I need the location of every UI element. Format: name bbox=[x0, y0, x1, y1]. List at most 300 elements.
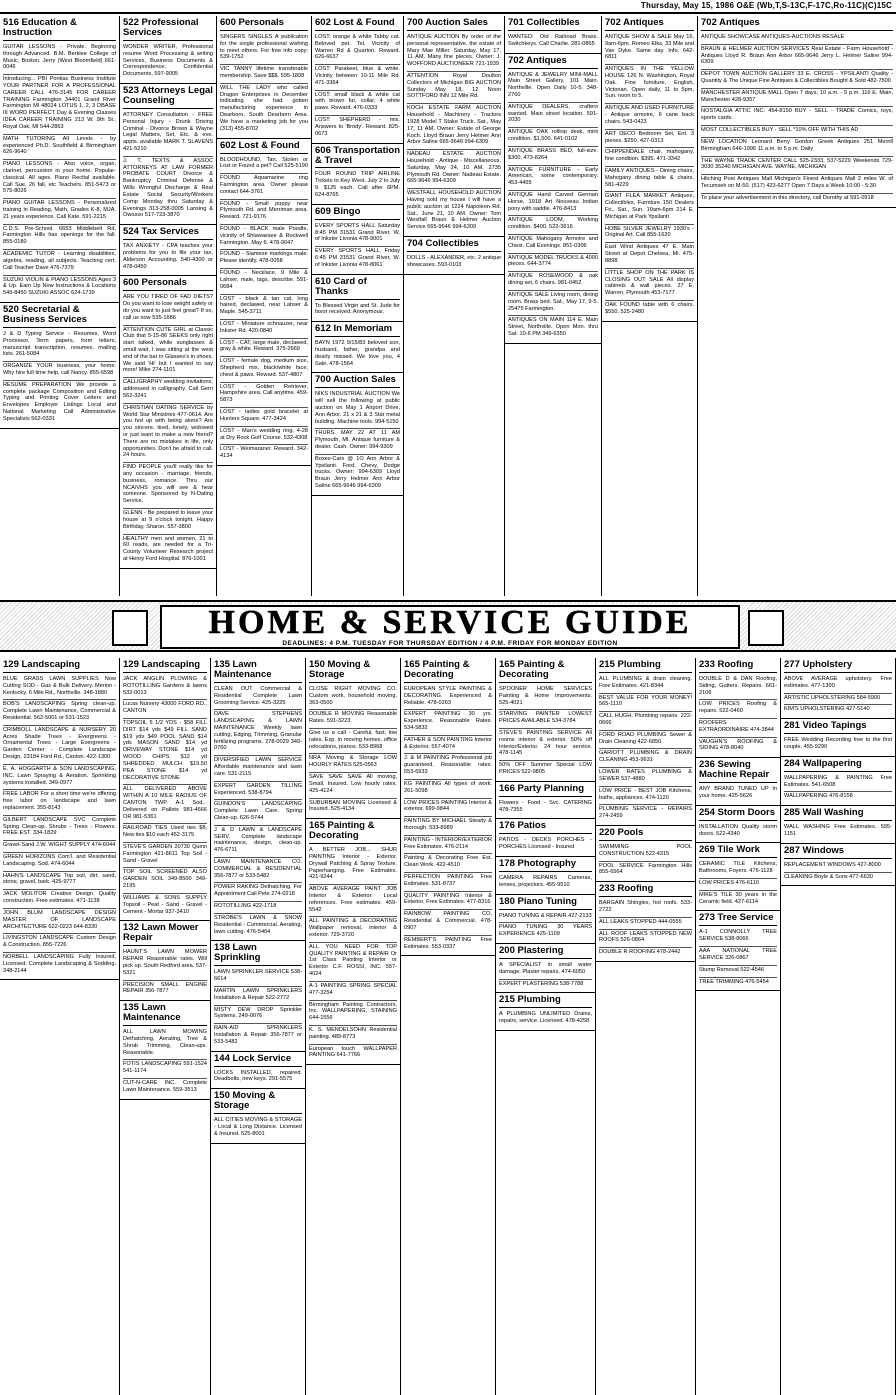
classified-section bbox=[312, 205, 403, 275]
classified-ad: European touch WALLPAPER PAINTING 641-7766 bbox=[309, 1045, 397, 1059]
classified-ad: TREE TRIMMING 476-5454 bbox=[699, 978, 769, 985]
classified-ad: DOUBLE D & DAN Roofing, Siding, Gutters. Repairs. 661-2106 bbox=[699, 675, 777, 700]
section-heading: 285 Wall Washing bbox=[784, 808, 892, 821]
classified-ad: STARVING PAINTER LOWEST PRICES AVAILABLE 534-3784 bbox=[499, 710, 592, 729]
classified-section bbox=[496, 819, 595, 857]
bottom-column-4 bbox=[306, 658, 401, 1395]
classified-ad: ATTORNEY Consultation - FREE Personal Injury - Drunk Driving Criminal - Divorce Brown & Wayne Legal Matters, Set, Etc. & eve. appts. available MARK T. SLAVENS 421-5210 bbox=[123, 111, 213, 157]
classified-ad: ABOVE AVERAGE upholstery. Free estimates. 477-1300 bbox=[784, 675, 892, 694]
classified-ad: EXPERT PAINTING 30 yrs. Experience. Reasonable Rates. 534-5832 bbox=[404, 710, 492, 735]
classified-ad: CUT-N-CARE INC. Complete Lawn Maintenance. 559-3513 bbox=[123, 1079, 207, 1093]
section-heading: 180 Piano Tuning bbox=[499, 897, 592, 910]
classified-ad: KG PAINTING All types of work. 261-5098 bbox=[404, 780, 492, 799]
section-heading: 166 Party Planning bbox=[499, 784, 592, 797]
classified-ad: CLOSE RIGHT MOVING CO. Custom work, household moving. 363-0500 bbox=[309, 685, 397, 710]
classified-ad: ANTIQUE FURNITURE - Early American, some contemporary. 453-4455 bbox=[508, 166, 598, 191]
classified-ad: LOST: Parakeet, blue & white. Vicinity between 10-11 Mile Rd. 471-3364 bbox=[315, 65, 400, 90]
classified-ad: GLENN - Be prepared to leave your house at 9 o'clock tonight. Happy Birthday, Sharon. 557-3800 bbox=[123, 509, 213, 534]
classified-ad: Stump Removal 522-4546 bbox=[699, 966, 777, 978]
classified-ad: 50% OFF Summer Special LOW PRICES 522-9805 bbox=[499, 762, 592, 776]
classified-ad: LOST: SHEPHERD - mix. Answers to 'Brody'. Reward. 825-0673 bbox=[315, 117, 400, 137]
classified-ad: CRIMBOLL LANDSCAPE & NURSERY 20 Acres Shade Trees - Evergreens - Ornamental Trees - Large Evergreens - Garden Center - Complete Landscape Design. 23184 Ford Rd., Canton. 422-1300 bbox=[3, 726, 116, 765]
classified-section bbox=[217, 139, 311, 466]
classified-ad: ANTIQUE OAK rolltop desk, mint condition. $1,500. 641-0102 bbox=[508, 128, 598, 147]
classified-ad: MANCHESTER ANTIQUE MALL Open 7 days, 10 a.m. - 5 p.m. 116 E. Main, Manchester 428-9357 bbox=[701, 89, 893, 108]
classified-section bbox=[602, 16, 697, 322]
top-column-4 bbox=[312, 16, 404, 596]
classified-ad: E. A. HOGGARTH & SON LANDSCAPING, INC. Lawn Spraying & Aeration. Sprinkling systems installed. 349-0977 bbox=[3, 765, 116, 790]
section-heading: 165 Painting & Decorating bbox=[309, 821, 397, 844]
section-heading: 287 Windows bbox=[784, 846, 892, 859]
classified-ad: VAUGHN'S ROOFING & SIDING 478-8040 bbox=[699, 738, 777, 752]
classified-ad: Painting & Decorating Free Est. Clean Work. 422-4510 bbox=[404, 854, 492, 873]
classified-ad: MOST COLLECTIBLES BUY - SELL *10% OFF WITH THIS AD bbox=[701, 126, 893, 138]
classified-ad: SUBURBAN MOVING Licensed & Insured. 525-4134 bbox=[309, 799, 397, 813]
section-heading: 135 Lawn Maintenance bbox=[214, 660, 302, 683]
classified-ad: GUINDON'S LANDSCAPING Complete Lawn Care. Spring Clean-up. 626-5744 bbox=[214, 800, 302, 825]
classified-ad: J. T. TEXTS & ASSOC ATTORNEYS AT LAW FORMER PROBATE COURT Divorce & Bankruptcy Criminal Defense & Wills Wrongful Discharge & Real Estate Social Security/Workers Comp Monday thru Saturday & Evenings 313-258-0005 Lansing & Owosso 517-723-3870 bbox=[123, 157, 213, 219]
classified-ad: HEALTHY men and women, 21 to 60 reads, are needed for a Tri-County Volunteer Research project at Henry Ford Hospital. 876-1001 bbox=[123, 535, 213, 562]
classified-ad: FREE Wedding Recording free to the first couple. 455-9290 bbox=[784, 737, 892, 750]
classified-ad: LOST - Weimaraner. Reward. 342-4134 bbox=[220, 446, 308, 460]
classified-ad: FOUND - Siamese markings male. Please identify. 478-0058 bbox=[220, 250, 308, 269]
classified-ad: STROBE'S LAWN & SNOW Residential - Commercial. Aerating, lawn cutting. 476-5464 bbox=[214, 914, 302, 935]
classified-ad: To Blessed Virgin and St. Jude for favor received. Anonymous. bbox=[315, 302, 400, 316]
classified-ad: ALL PLUMBING & drain cleaning. Free Estimates. 421-8344 bbox=[599, 675, 692, 694]
classified-section bbox=[211, 941, 305, 1051]
bottom-column-1 bbox=[0, 658, 120, 1395]
classified-ad: PATIOS - DECKS PORCHES - PORCHES Licensed - Insured bbox=[499, 837, 592, 851]
section-heading: 602 Lost & Found bbox=[220, 141, 308, 154]
section-heading: 700 Auction Sales bbox=[407, 18, 501, 31]
classified-ad: Hitching Post Antiques Mall Michigan's Finest Antiques Mall 2 miles W. of Tecumseh on M-50. (517) 423-6277 Open 7 Days a Week 10:00 - 5:30 bbox=[701, 175, 893, 194]
classified-ad: FOUR ROUND TRIP AIRLINE Tickets to Key West, July 2 to July 9. $125 each. Call after 6PM. 624-8765 bbox=[315, 171, 400, 198]
classified-ad: JACK MOLITOR Creative Design. Quality construction. Free estimates. 471-1138 bbox=[3, 890, 116, 909]
classified-section bbox=[404, 237, 504, 275]
classified-ad: FATHER & SON PAINTING Interior & Exterior. 557-4074 bbox=[404, 736, 492, 755]
classified-section bbox=[781, 844, 895, 887]
classified-ad: INSTALLATION Quality storm doors. 522-4340 bbox=[699, 823, 777, 837]
classified-ad: VIC TANNY lifetime transferable membership. Save $$$. 595-1808 bbox=[220, 65, 308, 84]
classified-section bbox=[496, 895, 595, 944]
classified-ad: ALL CITIES MOVING & STORAGE - Local & Long Distance. Licensed & Insured. 525-8001 bbox=[214, 1117, 302, 1137]
section-heading: 516 Education & Instruction bbox=[3, 18, 116, 41]
classified-section bbox=[312, 16, 403, 144]
classified-ad: ALL DELIVERED ABOVE WITHIN A 10 MILE RADIUS OF CANTON TWP. A-1 Sod... Delivered on Pallets 981-4666 OR 981-5361 bbox=[123, 785, 207, 824]
section-heading: 606 Transportation & Travel bbox=[315, 146, 400, 169]
classified-ad: THE WAYNE TRADE CENTER CALL 525-2333, 537-5229 Weekends 729-3030 35240 MICHIGAN AVE. WAYNE, MICHIGAN bbox=[701, 157, 893, 176]
classified-ad: RAILROAD TIES Used ties $8, New ties $10 each 452-3175 bbox=[123, 824, 207, 843]
classified-ad: PIANO TUNING 30 YEARS EXPERIENCE 425-1109 bbox=[499, 924, 592, 938]
section-heading: 602 Lost & Found bbox=[315, 18, 400, 31]
classified-ad: ROOFERS EXTRAORDINAIRE 474-3844 bbox=[699, 719, 777, 738]
classified-ad: MARTIN LAWN SPRINKLERS Installation & Repair 522-2772 bbox=[214, 987, 302, 1006]
classified-ad: Boxes-Cars @ 1O Ann Arbor & Ypsilanti. Ford, Chevy, Dodge trucks. Owner: 994-6309 Lloyd Braun Jerry Helmer Ann Arbor Saline 665-9646 994-6309 bbox=[315, 455, 400, 490]
classified-ad: MISTY DEW DROP Sprinkler Systems. 249-0076 bbox=[214, 1006, 302, 1025]
classified-ad: RAIN-AID SPRINKLERS Installation & Repair 356-7877 or 533-5482 bbox=[214, 1025, 302, 1045]
classified-ad: GIANT FLEA MARKET Antiques, Collectibles, Furniture 150 Dealers Fri., Sat., Sun. 10am-6pm 214 E. Michigan at Park Ypsilanti bbox=[605, 192, 694, 224]
classified-ad: ACADEMIC TUTOR - Learning disabilities, algebra, reading, all subjects. Teaching cert. Call Teacher Dave 476-7379 bbox=[3, 250, 116, 275]
section-heading: 284 Wallpapering bbox=[784, 759, 892, 772]
classified-ad: PIANO TUNING & REPAIR 427-2133 bbox=[499, 912, 592, 924]
section-heading: 704 Collectibles bbox=[407, 239, 501, 252]
classified-ad: Lucas Nursery 43000 FORD RD., CANTON bbox=[123, 700, 207, 719]
classified-ad: ORGANIZE YOUR business, your home. Why hire full time help, call Nancy. 855-6598 bbox=[3, 362, 116, 381]
classified-ad: FAMILY ANTIQUES - Dining chairs, Mahogany dining table & chairs. 581-4229 bbox=[605, 167, 694, 192]
classified-ad: FREE LABOR For a short time we're offering free labor on landscape and lawn replacement. 355-8143 bbox=[3, 790, 116, 815]
classified-ad: FOUND - Necklace, 9 Mile & Lahser, male, tags, describe. 591-0684 bbox=[220, 269, 308, 294]
section-heading: 132 Lawn Mower Repair bbox=[123, 923, 207, 946]
classified-ad: WONDER WRITER, Professional resume Word Processing & writing Services, Business Documents & Correspondence, Confidential Documents, 597-9005 bbox=[123, 43, 213, 78]
top-column-5 bbox=[404, 16, 505, 596]
classified-ad: STEVE'S PAINTING SERVICE All rooms interior & exterior. 50% off Interior/Exterior. 24 hour service. 478-1145 bbox=[499, 729, 592, 761]
classified-section bbox=[505, 16, 601, 54]
classified-ad: J & D LAWN & LANDSCAPE SERV. Complete landscape maintenance, design, clean-up. 476-6711 bbox=[214, 826, 302, 858]
classified-ad: BLUE GRASS LAWN SUPPLIES Now Cutting SOD - Gas & Bulk Delivery. Merion - Kentucky. 6 Mile Rd., Northville. 348-1880 bbox=[3, 675, 116, 700]
classified-ad: A BETTER JOB... SHUR PAINTING Interior - Exterior. Drywall Patching & Spray Texture. Paperhanging. Free Estimates. 421-9244 bbox=[309, 846, 397, 885]
section-heading: 702 Antiques bbox=[605, 18, 694, 31]
classified-section bbox=[696, 911, 780, 991]
bottom-column-6 bbox=[496, 658, 596, 1395]
section-heading: 144 Lock Service bbox=[214, 1054, 302, 1067]
classified-ad: ANTIQUE SALE Living room, dining room. Brass bed. Sat., May 17, 9-5. 25475 Farmington. bbox=[508, 291, 598, 316]
classified-ad: ANTIQUE Hand Carved German Horse, 1918 Art Nouveau Indian pony with saddle. 476-8413 bbox=[508, 191, 598, 216]
section-heading: 165 Painting & Decorating bbox=[404, 660, 492, 683]
classified-ad: KOCH ESTATE FARM AUCTION Household - Machinery - Tractors 1928 Model T Stake Truck. Sat., May 17, 11 AM. Owner: Estate of George Koch. Lloyd Braun Jerry Helmer Ann Arbor Saline 665-9646 994-6309 bbox=[407, 104, 501, 150]
classified-ad: OAK FOUND table with 6 chairs. $550. 525-2480 bbox=[605, 301, 694, 315]
classified-ad: AAA NATIONAL TREE SERVICE 326-0867 bbox=[699, 947, 777, 966]
classified-section bbox=[404, 16, 504, 237]
classified-ad: LOW PRICES PAINTING Interior & exterior. 699-9844 bbox=[404, 799, 492, 818]
classified-ad: To place your advertisement in this directory, call Dorothy at 591-0918 bbox=[701, 194, 874, 201]
tools-icon bbox=[748, 610, 784, 646]
section-heading: 269 Tile Work bbox=[699, 845, 777, 858]
classified-section bbox=[696, 843, 780, 911]
bottom-column-5 bbox=[401, 658, 496, 1395]
section-heading: 236 Sewing Machine Repair bbox=[699, 760, 777, 783]
section-heading: 138 Lawn Sprinkling bbox=[214, 943, 302, 966]
dateline: Thursday, May 15, 1986 O&E (Wb,T,S-13C,F-17C,Ro-11C)(C)15C bbox=[640, 1, 892, 10]
classified-ad: ANTIQUE BRASS BED, full-size. $300. 473-8264 bbox=[508, 147, 598, 166]
classified-ad: ANTIQUE ROSEWOOD & oak dining set, 6 chairs. 981-0452 bbox=[508, 272, 598, 291]
classified-ad: GUITAR LESSONS - Private. Beginning through Advanced. B.M. Berklee College of Music, Boston. Jerry (West Bloomfield) 661-0046 bbox=[3, 43, 116, 75]
classified-section bbox=[698, 16, 896, 208]
classified-section bbox=[120, 658, 210, 921]
section-heading: 600 Personals bbox=[220, 18, 308, 31]
classified-section bbox=[0, 303, 119, 429]
classified-ad: ANTIQUE DEALERS, crafters wanted. Main street location. 591-2030 bbox=[508, 103, 598, 128]
classified-ad: ANTIQUE AND USED FURNITURE - Antique armoire, 6 cane back chairs. 543-0423 bbox=[605, 104, 694, 129]
classified-ad: ALL PAINTING & DECORATING Wallpaper removal, interior & exterior. 729-3720 bbox=[309, 917, 397, 942]
section-heading: 135 Lawn Maintenance bbox=[123, 1003, 207, 1026]
classified-ad: DOLLS - ALEXANDER, etc. 2 antique showcases. 593-0103 bbox=[407, 255, 501, 268]
section-heading: 522 Professional Services bbox=[123, 18, 213, 41]
classified-section bbox=[306, 658, 400, 819]
classified-section bbox=[505, 54, 601, 344]
classified-ad: TOPSOIL 5 1/2 YDS - $58 FILL DIRT $14 yds $49 FILL SAND $19 yds $49 POOL SAND $14 yds MASON SAND $14 yd DRIVEWAY STONE $14 yd WOOD CHIPS $12 yd SHREDDED MULCH $19.50 PEA STONE $14 yd DECORATIVE STONE bbox=[123, 719, 207, 785]
classified-ad: MATH TUTORING All Levels - by experienced Ph.D. Southfield & Birmingham 626-9640 bbox=[3, 135, 116, 160]
classified-section bbox=[781, 719, 895, 757]
classified-section bbox=[496, 993, 595, 1031]
classified-ad: NOSTALGIA ATTIC INC. 454-8150 BUY - SELL - TRADE Comics, toys, sports cards. bbox=[701, 107, 893, 126]
section-heading: 215 Plumbing bbox=[499, 995, 592, 1008]
classified-ad: ANTIQUES ON MAIN 114 E. Main Street, Northville. Open Mon. thru Sat. 10-6 PM 349-6350 bbox=[508, 317, 598, 337]
classified-ad: ARE YOU TIRED OF FAD DIETS? Do you want to lose weight safely or do you want to just feel great? If so, call us now 535-1686 bbox=[123, 293, 213, 325]
classified-ad: A-1 CONNOLLY TREE SERVICE 538-8066 bbox=[699, 928, 777, 947]
service-guide-grid bbox=[0, 658, 896, 1395]
classified-ad: LITTLE SHOP ON THE PARK IS CLOSING OUT SALE All display cabinets & wall pieces. 27 E. Warren, Plymouth 453-7177 bbox=[605, 269, 694, 301]
top-column-3 bbox=[217, 16, 312, 596]
classified-ad: LOW PRICE - BEST JOB Kitchens, baths, appliances. 474-1120 bbox=[599, 787, 692, 806]
classified-ad: LIVINGSTON LANDSCAPE Custom Design & Construction. 855-7226 bbox=[3, 934, 116, 953]
classified-ad: PAINTING BY MICHAEL Steady & thorough. 533-8989 bbox=[404, 817, 492, 836]
classified-section bbox=[0, 658, 119, 980]
classified-ad: POOL SERVICE Farmington Hills 855-6564 bbox=[599, 862, 692, 876]
section-heading: 702 Antiques bbox=[701, 18, 893, 31]
classified-section bbox=[781, 806, 895, 844]
classified-section bbox=[496, 782, 595, 820]
classified-section bbox=[596, 826, 695, 882]
classified-ad: BAYN 1972 9/15/83 beloved son, husband, father, grandpa and dearly missed. We love you, 4 Sale, 478-1564 bbox=[315, 340, 400, 367]
classified-section bbox=[596, 882, 695, 962]
classified-section bbox=[217, 16, 311, 139]
classified-ad: DOUBLE R MOVING Reasonable Rates. 591-3223 bbox=[309, 710, 397, 729]
classified-ad: JACK ANGLIN PLOWING & ROTOTILLING Gardens & lawns 532-0013 bbox=[123, 675, 207, 700]
classified-ad: PAINTING - INTERIOR/EXTERIOR Free Estimates. 476-2114 bbox=[404, 836, 492, 855]
classified-ad: ANTIQUE SHOW & SALE May 16, 9am-6pm. Romeo Elks, 33 Mile and Van Dyke. Same day. Info. 642-6811 bbox=[605, 33, 694, 65]
classified-ad: BEST VALUE FOR YOUR MONEY! 565-1110 bbox=[599, 694, 692, 713]
section-heading: 700 Auction Sales bbox=[315, 375, 400, 388]
classified-ad: J. & M PAINTING Professional job guaranteed. Reasonable rates. 553-6933 bbox=[404, 754, 492, 779]
classified-ad: Flowers - Food - Svc. CATERING 478-7355 bbox=[499, 799, 592, 813]
classified-section bbox=[781, 658, 895, 719]
classified-section bbox=[401, 658, 495, 956]
classified-section bbox=[120, 1001, 210, 1099]
classified-ad: GARIOTT PLUMBING & DRAIN CLEANING 453-9631 bbox=[599, 749, 692, 768]
section-heading: 150 Moving & Storage bbox=[214, 1091, 302, 1114]
classified-ad: FIND PEOPLE you'll really like for any occasion - marriage, friends, business, romance. Thru our NCA/VHS you will see & hear someone. Sponsored by N-Dating Service. bbox=[123, 463, 213, 509]
classified-ad: ANY BRAND TUNED UP In your home. 425-5626 bbox=[699, 786, 777, 800]
classified-ad: LOCKS INSTALLED, repaired. Deadbolts, new keys. 291-5575 bbox=[214, 1069, 302, 1083]
classified-ad: NIKS INDUSTRIAL AUCTION We will sell the following at public auction on May 1 Airport Drive, Ann Arbor. 21 x 21 & 3 Star metal building. Machine tools. 994-5150 bbox=[315, 390, 400, 429]
classified-ad: LOW PRICES 476-6110 bbox=[699, 879, 777, 891]
classified-ad: MIKE'S TILE 30 years in the Ceramic field. 427-6114 bbox=[699, 891, 777, 905]
top-column-1 bbox=[0, 16, 120, 596]
bottom-column-2 bbox=[120, 658, 211, 1395]
classified-ad: HAHN'S LANDSCAPE Top soil, dirt, sand, stone, gravel, bark. 425-9777 bbox=[3, 872, 116, 891]
classified-ad: ANTIQUE Mahogany Armoire and Chest. Call Evenings. 851-0306 bbox=[508, 235, 598, 254]
classified-ad: FOUND Aquamarine ring Farmington area. Owner please contact 644-3761 bbox=[220, 174, 308, 199]
classified-section bbox=[781, 757, 895, 806]
classified-ad: LOST - CAT, large male, declawed, gray & white. Reward. 375-2669 bbox=[220, 339, 308, 358]
section-heading: 215 Plumbing bbox=[599, 660, 692, 673]
masthead bbox=[0, 0, 896, 14]
section-heading: 277 Upholstery bbox=[784, 660, 892, 673]
classified-ad: WALLPAPERING 476-8158 bbox=[784, 793, 853, 800]
section-heading: 702 Antiques bbox=[508, 56, 598, 69]
classified-ad: GILBERT LANDSCAPE SVC Complete Spring Clean-up. Shrubs - Trees - Flowers. FREE EST. 334-1829 bbox=[3, 816, 116, 841]
classified-ad: ALL ROOF LEAKS STOPPED NEW ROOFS 526-0864 bbox=[599, 930, 692, 949]
classified-ad: FOTIS LANDSCAPING 591-1524 541-1174 bbox=[123, 1060, 207, 1079]
classified-ad: WALLPAPERING & PAINTING Free Estimates. 541-6508 bbox=[784, 774, 892, 793]
section-heading: 176 Patios bbox=[499, 821, 592, 834]
classified-section bbox=[496, 944, 595, 993]
classified-section bbox=[312, 144, 403, 205]
home-service-guide-banner bbox=[0, 600, 896, 652]
classified-ad: A PLUMBING UNLIMITED Drains, repairs, service. Licensed. 478-4258 bbox=[499, 1011, 592, 1025]
classified-ad: PIANO LESSONS - Also voice, organ, clarinet, percussion in your home. Popular-classical. All ages. Piano Recital available. Call Sue, 26 fall, etc Teachers. 851-5473 or 575-8026 bbox=[3, 160, 116, 199]
section-heading: 701 Collectibles bbox=[508, 18, 598, 31]
classified-ad: SWIMMING POOL CONSTRUCTION 522-4315 bbox=[599, 843, 692, 862]
classified-ad: LOST - Man's wedding ring, 4-28 at Dry Rock Golf Course. 532-4308 bbox=[220, 427, 308, 446]
house-icon bbox=[112, 610, 148, 646]
classified-ad: BRAUN & HELMER AUCTION SERVICES Real Estate - Farm Household - Antiques Lloyd R. Braun Ann Arbor 665-9646 Jerry L. Helmer Saline 994-6309 bbox=[701, 45, 893, 70]
section-heading: 165 Painting & Decorating bbox=[499, 660, 592, 683]
classified-ad: C.D.S. Pre-School. 6653 Middlebelt Rd, Farmington Hills has openings for the fall. 855-0180 bbox=[3, 225, 116, 250]
classified-ad: FORD ROAD PLUMBING Sewer & Drain Cleaning 422-6850 bbox=[599, 731, 692, 750]
classified-ad: EXPERT PLASTERING 538-7788 bbox=[499, 980, 584, 987]
classified-ad: NEW LOCATION Leonard Berry Gordon Greek Antiques 251 Merrill Birmingham 646-1996 11 a.m. to 5 p.m. Daily bbox=[701, 138, 893, 157]
classified-ad: LOST - Miniature schnauzer, near Inkster Rd. 420-0840 bbox=[220, 320, 308, 339]
classified-ad: SINGERS SINGLES A publication for the single professional wishing to meet others. For free info copy: 539-1752 bbox=[220, 33, 308, 65]
classified-ad: Give us a call - Careful, fast, low rates. Exp. in moving homes, office relocations, pianos. 533-8968 bbox=[309, 729, 397, 754]
classified-ad: NORBELL LANDSCAPING Fully Insured, Licensed. Complete Landscaping & Sodding. 348-2144 bbox=[3, 953, 116, 974]
classified-ad: PRECISION SMALL ENGINE REPAIR 356-7877 bbox=[123, 981, 207, 995]
classified-section bbox=[0, 16, 119, 303]
classified-ad: LOWER RATES PLUMBING & SEWER 537-4880 bbox=[599, 768, 692, 787]
classified-ad: GREEN HORIZONS Com'l. and Residential Landscaping. Sod. 474-6044 bbox=[3, 853, 116, 872]
top-column-8 bbox=[698, 16, 896, 596]
classified-ad: EVERY SPORTS HALL Friday 6:45 PM 31531 Grand River, W. of Inkster Livonia 478-8061 bbox=[315, 248, 400, 268]
section-heading: 150 Moving & Storage bbox=[309, 660, 397, 683]
classified-ad: LOST - Golden Retriever, Hampshire area. Call anytime. 459-5873 bbox=[220, 383, 308, 408]
classified-ad: DIVERSIFIED LAWN SERVICE Affordable maintenance and lawn care. 531-2115 bbox=[214, 756, 302, 781]
classified-ad: POWER RAKING Dethatching. For Appointment Call Pete 274-0218 bbox=[214, 883, 302, 902]
bottom-column-9 bbox=[781, 658, 896, 1395]
classified-ad: ALL LAWN MOWING Dethatching, Aerating, Tree & Shrub Trimming, Clean-ups. Reasonable. bbox=[123, 1028, 207, 1060]
classified-ad: CERAMIC TILE Kitchens, Bathrooms, Foyers. 476-1128 bbox=[699, 860, 777, 879]
classified-ad: DEPOT TOWN AUCTION GALLERY 33 E. CROSS - YPSILANTI Quality - Quantity & The Unique Fine Antiques & Collectibles Bought & Sold 482-7500 bbox=[701, 70, 893, 89]
classified-section bbox=[120, 84, 216, 225]
classified-section bbox=[696, 758, 780, 806]
classified-section bbox=[696, 658, 780, 758]
section-heading: 220 Pools bbox=[599, 828, 692, 841]
section-heading: 609 Bingo bbox=[315, 207, 400, 220]
section-heading: 129 Landscaping bbox=[3, 660, 116, 673]
classified-ad: LAWN MAINTENANCE CO. COMMERCIAL & RESIDENTIAL 356-7877 or 533-5482 bbox=[214, 858, 302, 883]
classified-ad: LOST - ladies gold bracelet at Hunters Square. 477-3424 bbox=[220, 408, 308, 427]
section-heading: 600 Personals bbox=[123, 278, 213, 291]
section-heading: 200 Plastering bbox=[499, 946, 592, 959]
classified-ad: ANTIQUE & JEWELRY MINI-MALL Main Street Gallery, 101 Main, Northville. Open Daily 10-5. 348-2760 bbox=[508, 71, 598, 103]
bottom-column-7 bbox=[596, 658, 696, 1395]
classified-ad: SUZUKI VIOLIN & PIANO LESSONS Ages 3 & Up. Earn Up Now Instructions & Locations 549-8450 SUZUKI ASSOC 624-1739 bbox=[3, 276, 116, 297]
classified-ad: ABOVE AVERAGE PAINT JOB Interior & Exterior. Local references. Free estimates. 459-5542 bbox=[309, 885, 397, 917]
classified-ad: DAVE STEPHENS LANDSCAPING & LAWN MAINTENANCE Weekly lawn cutting, Edging, Trimming, Granular fertilizing programs. 278-0029 349-0760 bbox=[214, 710, 302, 756]
classified-ad: LOST - female dog, medium size, Shepherd mix, black/white face, chest & paws. Reward. 537-4807 bbox=[220, 357, 308, 382]
classified-section bbox=[211, 1052, 305, 1090]
classified-ad: J & D Typing Service - Resumes, Word Processor, Term papers, form letters, manuscript transcription, resumes, mailing lists. 261-5084 bbox=[3, 330, 116, 362]
banner-title-box bbox=[160, 605, 740, 649]
classified-ad: LOST: orange & white Tabby cat. Beloved pet. Tel. Vicinity of Warren Rd & Quarton. Reward. 626-6637 bbox=[315, 33, 400, 65]
bottom-column-8 bbox=[696, 658, 781, 1395]
section-heading: 254 Storm Doors bbox=[699, 808, 777, 821]
classified-ad: WALL WASHING Free Estimates. 595-1151 bbox=[784, 824, 892, 837]
classified-ad: DOUBLE R ROOFING 478-2442 bbox=[599, 949, 681, 956]
classified-ad: BARGAIN Shingles, hot roofs. 533-2722 bbox=[599, 899, 692, 918]
classified-ad: EUROPEAN STYLE PAINTING & DECORATING. Experienced & Reliable. 478-0263 bbox=[404, 685, 492, 710]
section-heading: 178 Photography bbox=[499, 859, 592, 872]
classified-ad: ANTIQUE SHOWCASE ANTIQUES-AUCTIONS RESALE bbox=[701, 33, 893, 45]
classified-ad: KIM'S UPHOLSTERING 427-5140 bbox=[784, 706, 870, 713]
classified-ad: PIANO GUITAR LESSONS - Personalized training in Reading, Math, Grades K-8, MJA. 21 years experience. Call Kate. 591-2215 bbox=[3, 199, 116, 224]
classified-ad: WILL THE LADY who called Dragon Enterprises in December indicating she had gotten manufacturing experience in Dearborn, South Dearborn Area. We have a marketing job for you (313) 455-8702 bbox=[220, 84, 308, 132]
classified-section bbox=[312, 275, 403, 323]
classified-ad: NRA Moving & Storage LOW HOURLY RATES 525-0563 bbox=[309, 754, 397, 773]
classified-ad: TOP SOIL SCREENED ALSO GARDEN SOIL 349-8500 349-2195 bbox=[123, 868, 207, 893]
classified-section bbox=[120, 921, 210, 1001]
section-heading: 233 Roofing bbox=[599, 884, 692, 897]
classified-ad: NADEAU ESTATE AUCTION Household - Antique - Miscellaneous. Saturday, May 24, 10 AM. 2735 Plymouth Rd. Owner: Nadeau Estate. 665-9646 994-6309 bbox=[407, 150, 501, 189]
classified-ad: FOUND - BLACK male Poodle, vicinity of Shiawassee & Rockwell Farmington. May 6. 478-9047 bbox=[220, 225, 308, 250]
classified-ad: BOB'S LANDSCAPING Spring clean-up. Complete Lawn Maintenance, Commercial & Residential. 562-5001 or 531-1523 bbox=[3, 700, 116, 725]
classified-ad: RESUME PREPARATION We provide a complete package Composition and Editing Typing and Printing Cover Letters and Envelopes Employer Listings Local and National Marketing Call Administrative Specialists 562-0331 bbox=[3, 381, 116, 422]
classified-section bbox=[496, 658, 595, 782]
classified-section bbox=[120, 276, 216, 568]
classified-ad: REMBERT'S PAINTING Free Estimates. 553-0337 bbox=[404, 936, 492, 950]
classified-section bbox=[306, 819, 400, 1065]
classified-ad: ANTIQUE AUCTION By order of the personal representative, the estate of Mary Mae Miller. Saturday, May 17, 11 AM. Many fine pieces. Owner: J. WOFFORD AUCTIONEER 721-1939 bbox=[407, 33, 501, 72]
classified-ad: ROTOTILLING 422-1718 bbox=[214, 902, 302, 914]
classified-ad: WANTED: Old Railroad Brass. Switchkeys. Call Charlie. 281-0865 bbox=[508, 33, 598, 47]
classified-ad: CALLIGRAPHY wedding invitations, addressed in calligraphy. Call Gerri 562-3241 bbox=[123, 378, 213, 403]
classified-ad: PLUMBING SERVICE - REPAIRS 274-2459 bbox=[599, 806, 692, 820]
classified-ad: QUALITY PAINTING Interior & Exterior. Free Estimates. 477-8316 bbox=[404, 892, 492, 911]
classified-ad: WESTFALL HOUSEHOLD AUCTION Having sold my house I will have a public auction at 1224 Napoleon Rd. Sat., June 21, 10 AM. Owner: Tom Westfall Braun & Helmer Auction Service 665-9646 994-6309 bbox=[407, 190, 501, 231]
classified-ad: CHRISTIAN DATING SERVICE by World Star Ministries 477-0614. Are you fed up with being alone? Are you sincere, tired, lonely, widowed or just want to make a new friend? There are no mistakes in life, only opportunities. Don't be afraid to call. 24 hours. bbox=[123, 404, 213, 464]
section-heading: 523 Attorneys Legal Counseling bbox=[123, 86, 213, 109]
classified-section bbox=[696, 806, 780, 844]
classified-ad: CHIPPENDALE chair, mahogany, fine condition. $395. 471-3342 bbox=[605, 148, 694, 167]
banner-deadline: DEADLINES: 4 P.M. TUESDAY FOR THURSDAY EDITION / 4 P.M. FRIDAY FOR MONDAY EDITION bbox=[282, 640, 618, 647]
classified-ad: HAUNT'S LAWN MOWER REPAIR Reasonable rates. Will pick up. South Redford area. 537-5321 bbox=[123, 948, 207, 980]
bottom-column-3 bbox=[211, 658, 306, 1395]
section-heading: 520 Secretarial & Business Services bbox=[3, 305, 116, 328]
classified-ad: BLOODHOUND, Tan. Stolen or Lost or Found a pet? Call 525-5190 bbox=[220, 156, 308, 175]
classified-ad: CLEANING Boyle & Sons 477-6630 bbox=[784, 873, 873, 880]
classified-ad: ATTENTION CUTE GIRL at Classic Club that 5-15-86 SEEKS only right start talked, while sunglasses & small wait, I was sitting at the west end of the bar in Glasses's in shoes. We said 'Hi' but I wanted to say more! Mike 274-1101 bbox=[123, 326, 213, 379]
classified-section bbox=[120, 16, 216, 84]
classified-ad: RAINBOW PAINTING CO. Residential & Commercial. 478-0907 bbox=[404, 910, 492, 935]
classified-section bbox=[596, 658, 695, 826]
classified-ad: ALL YOU NEED FOR TOP QUALITY PAINTING & REPAIR Or 1st Class Painting Interior or Exterior C.F. ROSSI, INC. 557-4024 bbox=[309, 943, 397, 982]
classified-ad: STEVE'S GARDEN 20730 Quinn Farmington 421-8611 Top Soil - Sand - Gravel bbox=[123, 843, 207, 868]
top-column-6 bbox=[505, 16, 602, 596]
section-heading: 273 Tree Service bbox=[699, 913, 777, 926]
classified-ad: REPLACEMENT WINDOWS 427-8000 bbox=[784, 861, 892, 873]
classified-ad: Introducing... PBI Pontiac Business Institute YOUR PARTNER FOR A PROFESSIONAL CAREER CALL 476-3145 FOR CAREER TRAINING Farmington 34401 Grand River Farmington MI 48024 LOTUS 1, 2, 3 DBASE III WORD PERFECT Day & Evening Classes IDEA CAREER TRAINING 213 W. 9th St., Royal Oak, MI 544-2863 bbox=[3, 75, 116, 135]
classified-ad: PERFECTION PAINTING Free Estimates. 531-8737 bbox=[404, 873, 492, 892]
classified-ad: ANTIQUE LOOM, Working condition. $400. 522-3616 bbox=[508, 216, 598, 235]
classified-ad: CAMERA REPAIRS Cameras, lenses, projectors. 455-9510 bbox=[499, 875, 592, 888]
classified-ad: LOST - black & tan cat, long haired, declawed, near Lahser & Maple. 545-3711 bbox=[220, 295, 308, 320]
section-heading: 281 Video Tapings bbox=[784, 721, 892, 734]
banner-title: HOME & SERVICE GUIDE bbox=[208, 604, 692, 641]
classified-ad: JOHN BLUM LANDSCAPE DESIGN MASTER OF LANDSCAPE ARCHITECTURE 622-0223 644-8330 bbox=[3, 909, 116, 934]
classified-ad: SPOONER HOME SERVICES Painting & Home Improvements. 525-4021 bbox=[499, 685, 592, 710]
section-heading: 612 In Memoriam bbox=[315, 324, 400, 337]
classified-ad: ALL LEAKS STOPPED 444-0555 bbox=[599, 918, 692, 930]
